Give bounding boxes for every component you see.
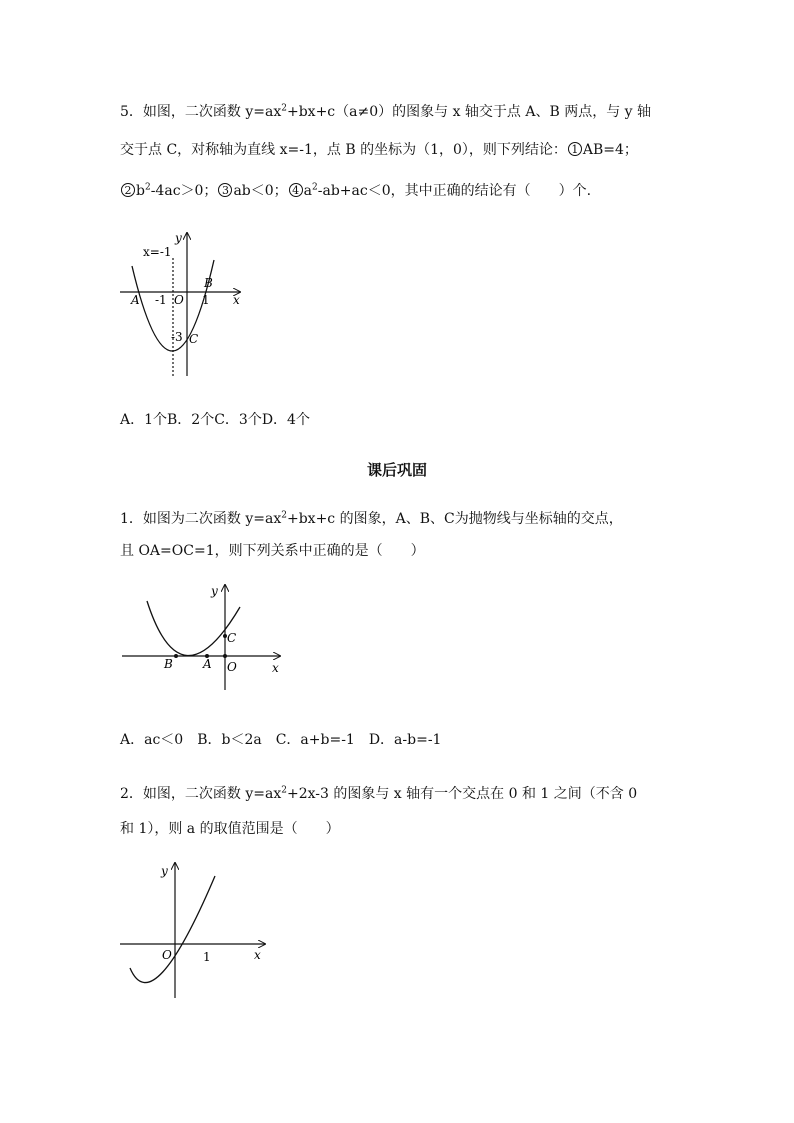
q5-line-3 bbox=[120, 182, 591, 200]
q5-line-1 bbox=[120, 103, 651, 121]
q5-label-C: C bbox=[189, 332, 199, 346]
q2-label-O: O bbox=[162, 948, 172, 962]
q2-line-1 bbox=[120, 785, 637, 803]
q5-line-2-text: 交于点 C，对称轴为直线 x=-1，点 B 的坐标为（1，0），则下列结论： bbox=[120, 142, 567, 158]
q5-line-1-sup: 2 bbox=[281, 103, 287, 114]
q5-line-3-text-a: b bbox=[136, 183, 145, 199]
q5-line-3-text-d: a bbox=[303, 183, 313, 199]
q1-options: A．ac＜0 B．b＜2a C．a+b=-1 D．a-b=-1 bbox=[120, 732, 442, 748]
q5-label-x: x bbox=[233, 293, 240, 307]
q5-label-A: A bbox=[131, 293, 140, 307]
circled-number-4: 4 bbox=[289, 183, 303, 197]
circled-number-2: 2 bbox=[121, 183, 135, 197]
q2-line-1-text: 2．如图，二次函数 y=ax bbox=[120, 786, 282, 802]
q5-label-y: y bbox=[175, 231, 182, 245]
q5-line-1-text: 5．如图，二次函数 y=ax bbox=[120, 104, 282, 120]
q1-line-1-text-b: +bx+c 的图象，A、B、C为抛物线与坐标轴的交点， bbox=[286, 511, 623, 527]
circled-number-1: 1 bbox=[568, 142, 582, 156]
q5-label-minus-1: -1 bbox=[155, 293, 167, 307]
q2-label-x: x bbox=[254, 948, 261, 962]
q1-parabola bbox=[147, 601, 240, 656]
q1-point-B bbox=[174, 654, 178, 658]
circled-number-3: 3 bbox=[218, 183, 232, 197]
q1-label-B: B bbox=[164, 657, 173, 671]
q5-line-3-text-e: -ab+ac＜0，其中正确的结论有（ ）个. bbox=[317, 183, 592, 199]
q5-line-2-text-b: AB=4； bbox=[582, 142, 638, 158]
q2-parabola bbox=[130, 876, 215, 983]
q5-label-axis-eq: x=-1 bbox=[143, 245, 172, 259]
q5-options: A．1个B．2个C．3个D．4个 bbox=[120, 412, 310, 428]
q1-line-1 bbox=[120, 510, 623, 528]
q1-figure bbox=[115, 580, 290, 690]
q2-figure bbox=[115, 858, 275, 1000]
q5-line-3-sup-2: 2 bbox=[312, 182, 318, 193]
q1-label-O: O bbox=[227, 660, 237, 674]
q5-line-3-text-b: -4ac＞0； bbox=[150, 183, 218, 199]
q1-line-1-sup: 2 bbox=[281, 510, 287, 521]
q1-line-1-text: 1．如图为二次函数 y=ax bbox=[120, 511, 282, 527]
q5-line-3-sup: 2 bbox=[144, 182, 151, 193]
q5-label-B: B bbox=[204, 276, 213, 290]
q5-line-2 bbox=[120, 141, 638, 159]
q2-line-2: 和 1），则 a 的取值范围是（ ） bbox=[120, 821, 340, 837]
q5-figure bbox=[115, 228, 255, 383]
q2-line-1-sup: 2 bbox=[281, 785, 287, 796]
q2-line-1-text-b: +2x-3 的图象与 x 轴有一个交点在 0 和 1 之间（不含 0 bbox=[286, 786, 638, 802]
q5-line-3-text-c: ab＜0； bbox=[233, 183, 288, 199]
q1-line-2: 且 OA=OC=1，则下列关系中正确的是（ ） bbox=[120, 543, 425, 559]
q2-label-y: y bbox=[161, 864, 168, 878]
q1-point-O bbox=[223, 654, 227, 658]
q1-label-x: x bbox=[272, 661, 279, 675]
q5-label-O: O bbox=[174, 293, 184, 307]
q5-line-1-text-b: +bx+c（a≠0）的图象与 x 轴交于点 A、B 两点，与 y 轴 bbox=[286, 104, 652, 120]
q1-label-y: y bbox=[211, 584, 218, 598]
q1-label-C: C bbox=[227, 631, 237, 645]
q1-label-A: A bbox=[203, 657, 212, 671]
q5-label-minus-3: -3 bbox=[171, 330, 183, 344]
q5-label-1: 1 bbox=[202, 293, 210, 307]
q2-label-1: 1 bbox=[203, 950, 211, 964]
section-title: 课后巩固 bbox=[366, 461, 427, 479]
